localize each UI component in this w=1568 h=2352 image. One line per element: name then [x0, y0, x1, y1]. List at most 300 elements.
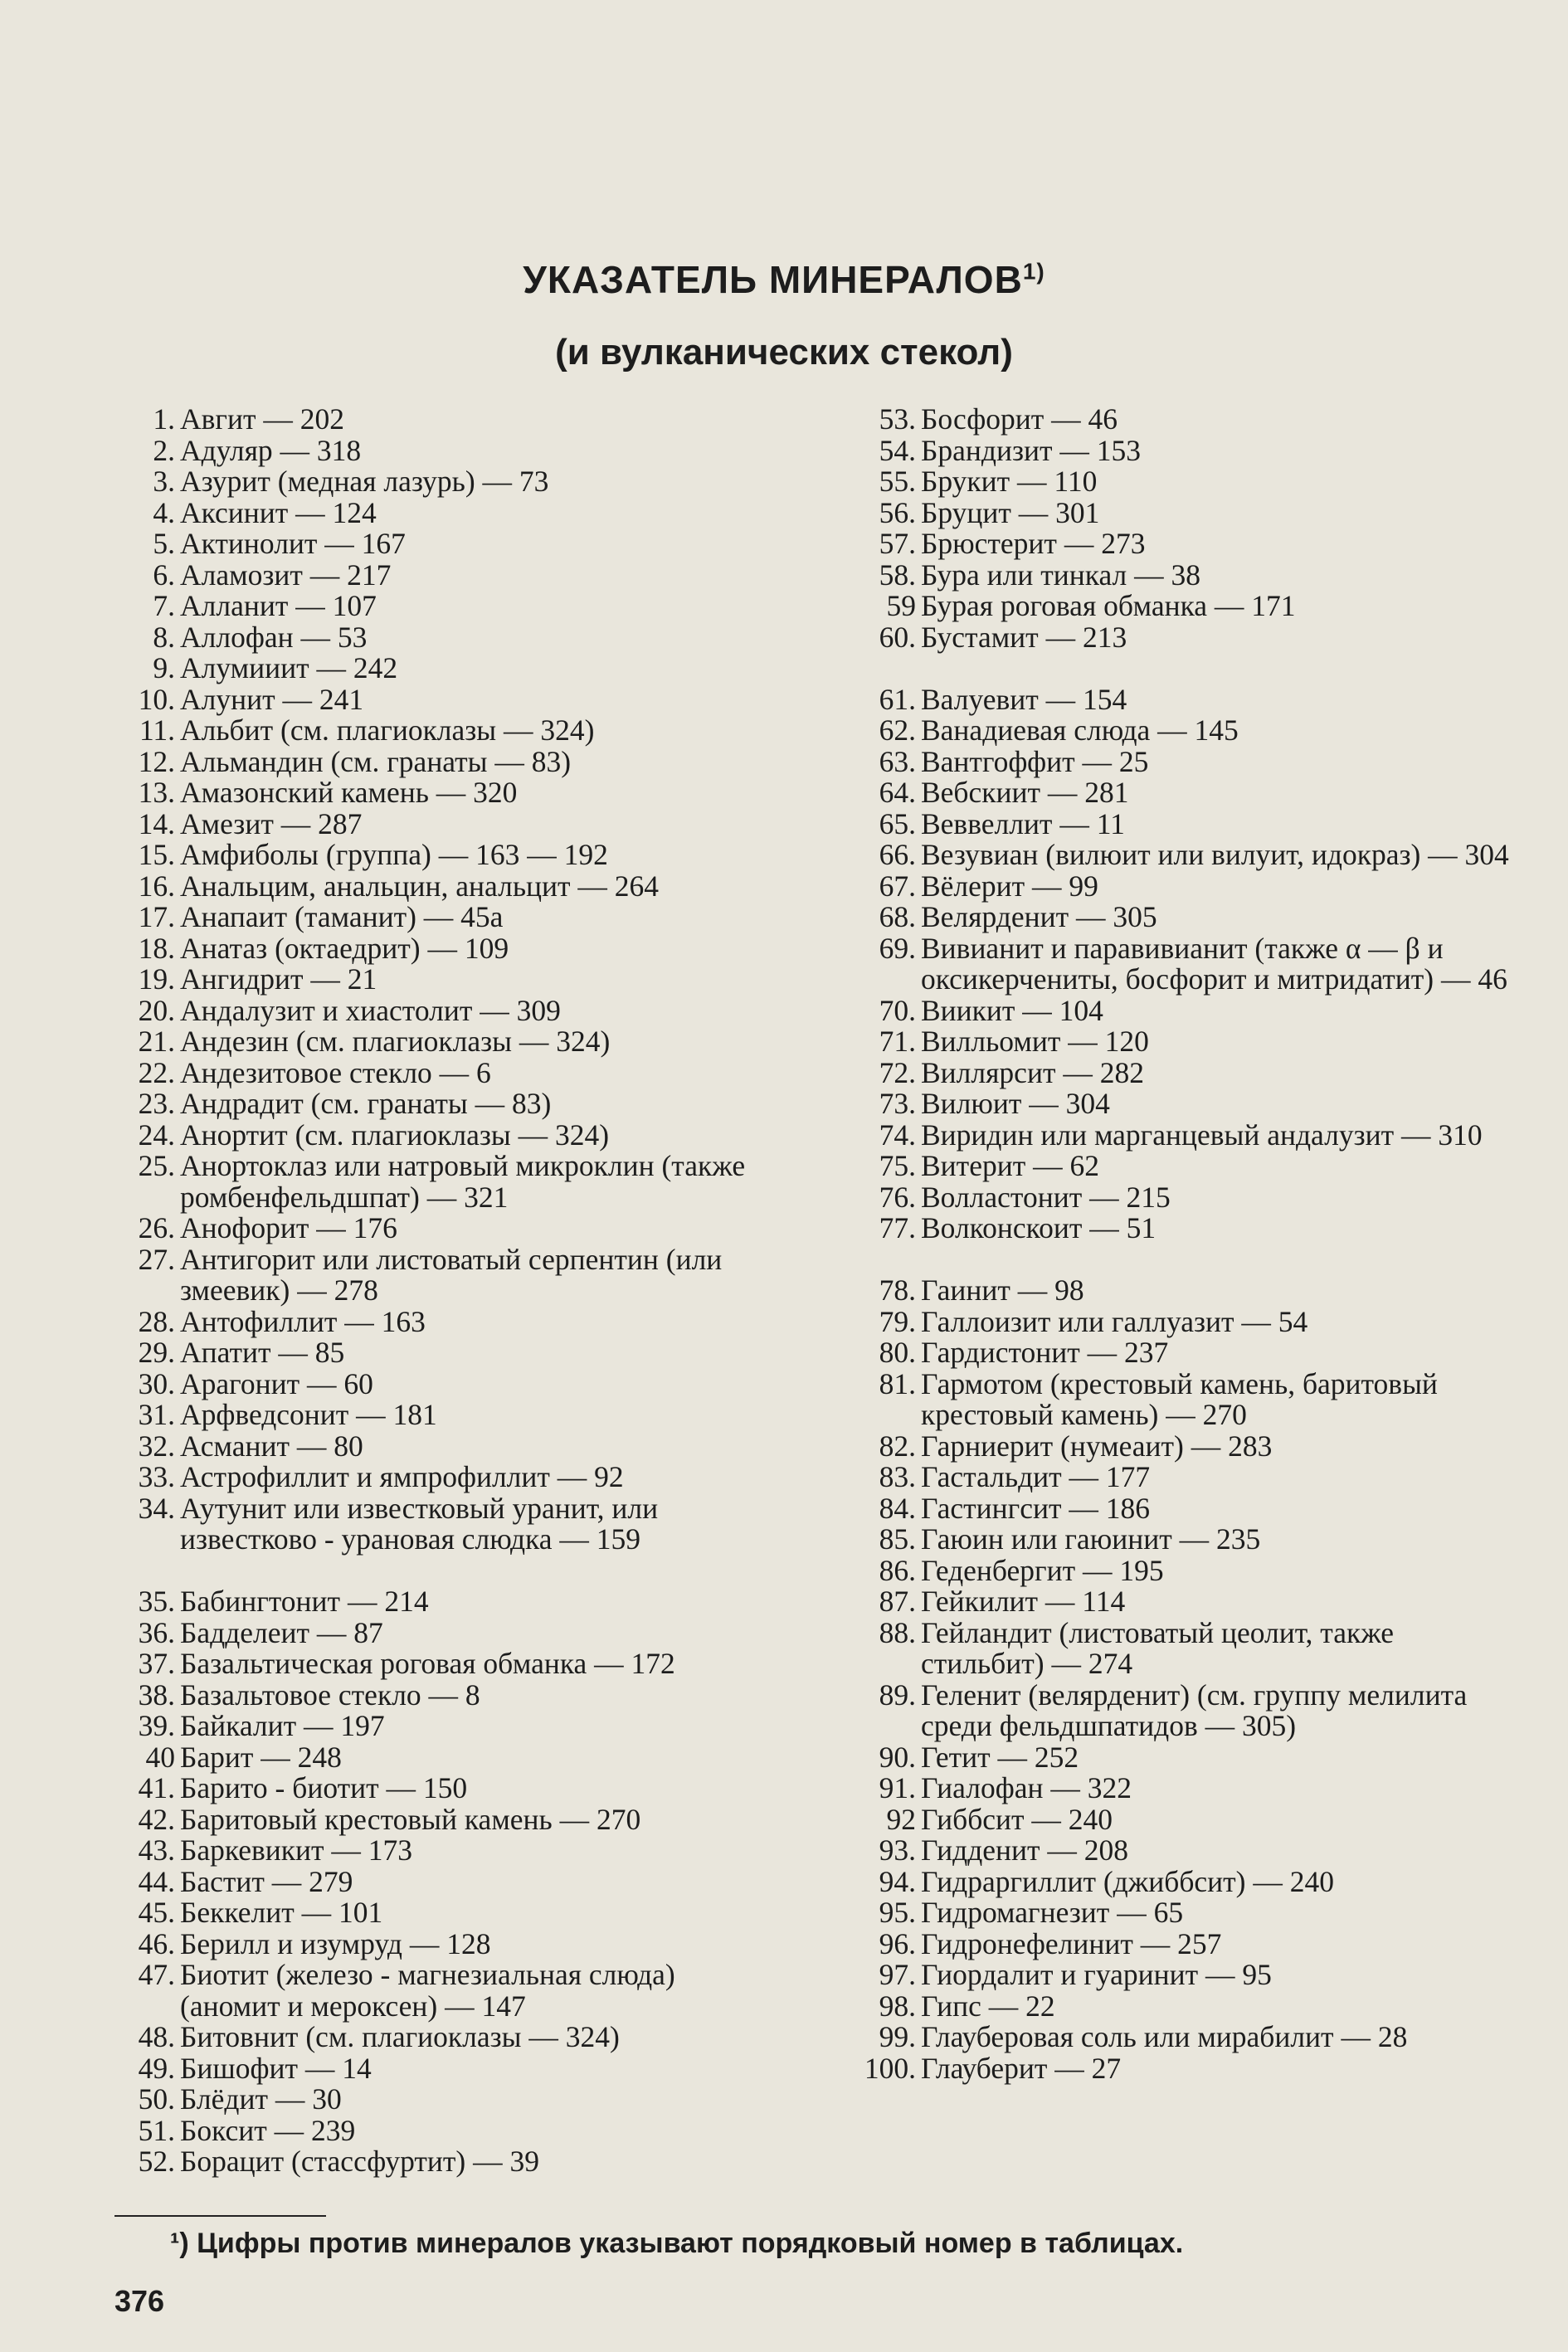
entry-text: Волконскоит — 51 [921, 1211, 1157, 1244]
entry-number: 93. [879, 1833, 916, 1867]
entry-number: 59 [886, 589, 916, 622]
entry-number: 9. [153, 651, 175, 684]
entry-text: Галлоизит или галлуазит — 54 [921, 1304, 1308, 1338]
index-entry [112, 466, 776, 498]
entry-text: Байкалит — 197 [180, 1709, 385, 1742]
entry-number: 88. [879, 1615, 916, 1649]
entry-text: Гарниерит (нумеаит) — 283 [921, 1429, 1273, 1463]
entry-number: 23. [138, 1087, 175, 1120]
entry-text: Гидраргиллит (джиббсит) — 240 [921, 1864, 1334, 1898]
index-entry [112, 902, 776, 933]
entry-text: Гармотом (крестовый камень, баритовый крестовый камень) — 270 [921, 1366, 1438, 1431]
index-entry [846, 715, 1518, 747]
entry-number: 87. [879, 1585, 916, 1618]
entry-text: Базальтическая роговая обманка — 172 [180, 1647, 675, 1680]
index-entry [846, 1151, 1518, 1182]
entry-number: 92 [886, 1802, 916, 1836]
index-entry [846, 744, 1518, 778]
index-entry [846, 1366, 1518, 1431]
index-entry [846, 1680, 1518, 1742]
index-entry [112, 622, 776, 654]
entry-text: Гейландит (листоватый цеолит, также стильбит) — 274 [921, 1615, 1395, 1680]
entry-text: Гипс — 22 [921, 1989, 1055, 2023]
entry-text: Гастальдит — 177 [921, 1460, 1151, 1493]
index-entry [846, 777, 1518, 809]
entry-number: 19. [138, 962, 175, 996]
entry-text: Брандизит — 153 [921, 433, 1141, 467]
entry-number: 76. [879, 1180, 916, 1214]
entry-text: Гиалофан — 322 [921, 1771, 1132, 1804]
entry-number: 25. [138, 1149, 175, 1182]
entry-text: Глауберит — 27 [921, 2051, 1122, 2085]
entry-number: 56. [879, 495, 916, 529]
index-entry [112, 560, 776, 592]
entry-text: Антофиллит — 163 [180, 1304, 426, 1338]
index-entry [112, 591, 776, 622]
entry-number: 77. [879, 1211, 916, 1244]
index-entry [112, 404, 776, 436]
entry-text: Боксит — 239 [180, 2113, 356, 2147]
entry-number: 50. [138, 2082, 175, 2116]
index-entry [846, 684, 1518, 716]
entry-number: 6. [153, 558, 175, 592]
section-gap [112, 1556, 776, 1587]
entry-text: Аксинит — 124 [180, 495, 377, 529]
index-entry [112, 684, 776, 716]
entry-number: 42. [138, 1802, 175, 1836]
index-entry [112, 1586, 776, 1618]
entry-number: 17. [138, 900, 175, 933]
entry-text: Геленит (велярденит) (см. группу мелилита среди фельдшпатидов — 305) [921, 1678, 1468, 1742]
index-entry [112, 1304, 776, 1338]
page-title [0, 257, 1568, 302]
index-entry [112, 744, 776, 778]
entry-text: Виридин или марганцевый андалузит — 310 [921, 1118, 1483, 1152]
entry-number: 44. [138, 1864, 175, 1898]
index-entry [846, 1835, 1518, 1867]
entry-number: 38. [138, 1678, 175, 1712]
entry-number: 66. [879, 838, 916, 871]
entry-text: Геденбергит — 195 [921, 1553, 1164, 1587]
entry-text: Бустамит — 213 [921, 620, 1127, 654]
index-entry [846, 1493, 1518, 1525]
index-entry [846, 902, 1518, 933]
index-entry [112, 1680, 776, 1712]
index-entry [112, 1151, 776, 1213]
entry-number: 8. [153, 620, 175, 654]
index-entry [846, 1864, 1518, 1898]
entry-number: 61. [879, 682, 916, 716]
entry-number: 33. [138, 1460, 175, 1493]
entry-text: Анортоклаз или натровый микроклин (также ромбенфельдшпат) — 321 [180, 1149, 746, 1214]
index-entry [112, 1244, 776, 1307]
index-entry [846, 1213, 1518, 1244]
entry-number: 15. [138, 838, 175, 871]
index-entry [846, 993, 1518, 1027]
entry-text: Бадделеит — 87 [180, 1615, 383, 1649]
entry-text: Босфорит — 46 [921, 402, 1118, 436]
index-entry [112, 777, 776, 809]
entry-number: 58. [879, 558, 916, 592]
index-entry [846, 1088, 1518, 1120]
entry-number: 34. [138, 1491, 175, 1525]
entry-text: Гаюин или гаюинит — 235 [921, 1522, 1261, 1556]
entry-number: 20. [138, 993, 175, 1027]
index-entry [112, 433, 776, 467]
entry-number: 36. [138, 1615, 175, 1649]
index-entry [112, 2146, 776, 2178]
entry-text: Ванадиевая слюда — 145 [921, 713, 1239, 747]
entry-number: 24. [138, 1118, 175, 1152]
index-entry [846, 1055, 1518, 1089]
entry-text: Апатит — 85 [180, 1336, 345, 1369]
entry-text: Барит — 248 [180, 1740, 342, 1774]
title-text: УКАЗАТЕЛЬ МИНЕРАЛОВ [523, 258, 1023, 301]
entry-number: 70. [879, 993, 916, 1027]
index-entry [112, 2113, 776, 2147]
entry-text: Актинолит — 167 [180, 527, 406, 560]
entry-text: Арфведсонит — 181 [180, 1398, 437, 1431]
index-entry [112, 1400, 776, 1431]
index-entry [846, 1615, 1518, 1680]
entry-text: Велярденит — 305 [921, 900, 1157, 933]
index-entry [846, 560, 1518, 592]
entry-number: 2. [153, 433, 175, 467]
entry-text: Алланит — 107 [180, 589, 377, 622]
entry-number: 37. [138, 1647, 175, 1680]
entry-number: 99. [879, 2020, 916, 2053]
entry-text: Гетит — 252 [921, 1740, 1079, 1774]
entry-number: 69. [879, 931, 916, 965]
entry-number: 39. [138, 1709, 175, 1742]
entry-number: 79. [879, 1304, 916, 1338]
index-entry [846, 528, 1518, 560]
entry-text: Арагонит — 60 [180, 1366, 373, 1400]
entry-number: 32. [138, 1429, 175, 1463]
index-entry [846, 1804, 1518, 1836]
index-entry [112, 1088, 776, 1120]
entry-text: Бруцит — 301 [921, 495, 1100, 529]
entry-number: 68. [879, 900, 916, 933]
entry-number: 62. [879, 713, 916, 747]
index-entry [112, 933, 776, 965]
entry-number: 60. [879, 620, 916, 654]
entry-number: 96. [879, 1926, 916, 1960]
entry-text: Гиордалит и гуаринит — 95 [921, 1958, 1272, 1991]
entry-text: Гиббсит — 240 [921, 1802, 1113, 1836]
entry-text: Гардистонит — 237 [921, 1336, 1169, 1369]
index-entry [112, 528, 776, 560]
entry-number: 73. [879, 1087, 916, 1120]
entry-number: 49. [138, 2051, 175, 2085]
entry-number: 12. [138, 744, 175, 778]
index-entry [112, 1337, 776, 1369]
entry-number: 67. [879, 869, 916, 903]
entry-text: Вивианит и паравивианит (также α — β и оксикерчениты, босфорит и митридатит) — 46 [921, 931, 1507, 996]
index-entry [112, 1711, 776, 1742]
entry-number: 55. [879, 465, 916, 498]
entry-text: Амазонский камень — 320 [180, 776, 518, 809]
entry-text: Бура или тинкал — 38 [921, 558, 1200, 592]
entry-number: 22. [138, 1055, 175, 1089]
index-entry [846, 1026, 1518, 1058]
entry-number: 53. [879, 402, 916, 436]
entry-number: 83. [879, 1460, 916, 1493]
entry-number: 94. [879, 1864, 916, 1898]
entry-number: 21. [138, 1025, 175, 1058]
entry-text: Барито - биотит — 150 [180, 1771, 468, 1804]
entry-text: Гастингсит — 186 [921, 1491, 1150, 1525]
entry-text: Вёлерит — 99 [921, 869, 1098, 903]
index-entry [846, 1524, 1518, 1556]
entry-text: Алумииит — 242 [180, 651, 398, 684]
entry-number: 10. [138, 682, 175, 716]
entry-number: 3. [153, 465, 175, 498]
entry-text: Везувиан (вилюит или вилуит, идокраз) — 304 [921, 838, 1509, 871]
title-footnote-mark: 1) [1022, 258, 1045, 285]
entry-number: 7. [153, 589, 175, 622]
index-entry [846, 1960, 1518, 1991]
index-entry [112, 993, 776, 1027]
entry-number: 28. [138, 1304, 175, 1338]
index-entry [112, 2053, 776, 2085]
entry-number: 1. [153, 402, 175, 436]
index-entry [846, 840, 1518, 871]
entry-text: Ангидрит — 21 [180, 962, 377, 996]
entry-text: Аутунит или известковый уранит, или известково - урановая слюдка — 159 [180, 1491, 659, 1556]
entry-text: Андезин (см. плагиоклазы — 324) [180, 1025, 611, 1058]
entry-text: Базальтовое стекло — 8 [180, 1678, 480, 1712]
entry-number: 35. [138, 1585, 175, 1618]
index-entry [112, 1026, 776, 1058]
index-entry [846, 1991, 1518, 2023]
entry-number: 18. [138, 931, 175, 965]
entry-number: 97. [879, 1958, 916, 1991]
entry-text: Гейкилит — 114 [921, 1585, 1126, 1618]
entry-text: Асманит — 80 [180, 1429, 363, 1463]
entry-text: Алунит — 241 [180, 682, 364, 716]
entry-number: 71. [879, 1025, 916, 1058]
entry-text: Анальцим, анальцин, анальцит — 264 [180, 869, 660, 903]
entry-text: Брюстерит — 273 [921, 527, 1146, 560]
index-entry [112, 1835, 776, 1867]
entry-number: 5. [153, 527, 175, 560]
entry-text: Волластонит — 215 [921, 1180, 1171, 1214]
entry-number: 85. [879, 1522, 916, 1556]
index-entry [112, 715, 776, 747]
index-entry [846, 1431, 1518, 1463]
index-entry [846, 1120, 1518, 1152]
entry-text: Баркевикит — 173 [180, 1833, 413, 1867]
index-entry [846, 933, 1518, 996]
index-entry [112, 1648, 776, 1680]
index-entry [112, 1804, 776, 1836]
entry-number: 86. [879, 1553, 916, 1587]
entry-text: Вилюит — 304 [921, 1087, 1110, 1120]
index-entry [112, 1462, 776, 1493]
index-entry [112, 1926, 776, 1960]
entry-text: Вантгоффит — 25 [921, 744, 1149, 778]
entry-number: 90. [879, 1740, 916, 1774]
entry-number: 41. [138, 1771, 175, 1804]
entry-number: 11. [139, 713, 175, 747]
footnote-divider [114, 2215, 326, 2217]
entry-text: Гидденит — 208 [921, 1833, 1129, 1867]
entry-number: 95. [879, 1896, 916, 1929]
footnote: ¹) Цифры против минералов указывают порядковый номер в таблицах. [170, 2228, 1184, 2259]
index-entry [846, 404, 1518, 436]
entry-text: Бабингтонит — 214 [180, 1585, 429, 1618]
entry-text: Берилл и изумруд — 128 [180, 1926, 491, 1960]
entry-number: 98. [879, 1989, 916, 2023]
index-entry [846, 1337, 1518, 1369]
right-column [846, 404, 1518, 2084]
entry-text: Вилльомит — 120 [921, 1025, 1149, 1058]
entry-text: Анофорит — 176 [180, 1211, 397, 1244]
entry-number: 13. [138, 776, 175, 809]
entry-text: Амезит — 287 [180, 806, 363, 840]
section-gap [846, 653, 1518, 684]
index-entry [112, 1431, 776, 1463]
entry-number: 43. [138, 1833, 175, 1867]
index-entry [846, 466, 1518, 498]
index-entry [112, 871, 776, 903]
entry-number: 91. [879, 1771, 916, 1804]
section-gap [846, 1244, 1518, 1276]
entry-number: 30. [138, 1366, 175, 1400]
entry-number: 84. [879, 1491, 916, 1525]
entry-text: Бишофит — 14 [180, 2051, 372, 2085]
entry-text: Беккелит — 101 [180, 1896, 383, 1929]
page-subtitle: (и вулканических стекол) [555, 332, 1013, 373]
index-entry [112, 1493, 776, 1556]
index-entry [846, 1304, 1518, 1338]
entry-text: Анатаз (октаедрит) — 109 [180, 931, 509, 965]
entry-number: 74. [879, 1118, 916, 1152]
entry-text: Аламозит — 217 [180, 558, 392, 592]
index-entry [846, 1897, 1518, 1929]
entry-number: 54. [879, 433, 916, 467]
entry-text: Биотит (железо - магнезиальная слюда) (аномит и мероксен) — 147 [180, 1958, 675, 2023]
entry-text: Альмандин (см. гранаты — 83) [180, 744, 572, 778]
entry-number: 82. [879, 1429, 916, 1463]
index-entry [846, 806, 1518, 840]
index-entry [846, 1275, 1518, 1307]
entry-number: 46. [138, 1926, 175, 1960]
index-entry [112, 806, 776, 840]
entry-number: 65. [879, 806, 916, 840]
entry-text: Гидромагнезит — 65 [921, 1896, 1184, 1929]
entry-number: 75. [879, 1149, 916, 1182]
index-entry [112, 1055, 776, 1089]
entry-text: Андезитовое стекло — 6 [180, 1055, 491, 1089]
page-number: 376 [114, 2284, 165, 2318]
index-entry [846, 591, 1518, 622]
index-entry [112, 495, 776, 529]
index-entry [112, 1742, 776, 1774]
index-entry [846, 1742, 1518, 1774]
entry-text: Баритовый крестовый камень — 270 [180, 1802, 641, 1836]
entry-number: 14. [138, 806, 175, 840]
entry-text: Виллярсит — 282 [921, 1055, 1144, 1089]
entry-text: Гидронефелинит — 257 [921, 1926, 1222, 1960]
entry-number: 57. [879, 527, 916, 560]
index-entry [112, 2022, 776, 2053]
entry-text: Андрадит (см. гранаты — 83) [180, 1087, 552, 1120]
entry-text: Азурит (медная лазурь) — 73 [180, 465, 549, 498]
index-entry [112, 653, 776, 684]
entry-number: 45. [138, 1896, 175, 1929]
index-entry [112, 2084, 776, 2116]
entry-text: Авгит — 202 [180, 402, 344, 436]
entry-number: 26. [138, 1211, 175, 1244]
index-entry [112, 1213, 776, 1244]
entry-text: Альбит (см. плагиоклазы — 324) [180, 713, 595, 747]
index-entry [846, 1553, 1518, 1587]
entry-text: Антигорит или листоватый серпентин (или змеевик) — 278 [180, 1242, 723, 1307]
entry-text: Аллофан — 53 [180, 620, 368, 654]
index-entry [846, 622, 1518, 654]
entry-text: Бастит — 279 [180, 1864, 353, 1898]
index-entry [112, 1120, 776, 1152]
entry-number: 52. [138, 2145, 175, 2178]
entry-number: 47. [138, 1958, 175, 1991]
index-entry [846, 1182, 1518, 1214]
entry-number: 63. [879, 744, 916, 778]
entry-number: 64. [879, 776, 916, 809]
entry-text: Андалузит и хиастолит — 309 [180, 993, 561, 1027]
entry-number: 16. [138, 869, 175, 903]
entry-number: 72. [879, 1055, 916, 1089]
entry-number: 89. [879, 1678, 916, 1712]
entry-text: Гаинит — 98 [921, 1273, 1084, 1307]
entry-number: 100. [864, 2051, 916, 2085]
entry-text: Амфиболы (группа) — 163 — 192 [180, 838, 608, 871]
entry-text: Анортит (см. плагиоклазы — 324) [180, 1118, 610, 1152]
entry-text: Битовнит (см. плагиоклазы — 324) [180, 2020, 620, 2053]
entry-number: 4. [153, 495, 175, 529]
entry-number: 27. [138, 1242, 175, 1276]
entry-number: 40 [145, 1740, 175, 1774]
index-entry [112, 1960, 776, 2022]
entry-text: Виикит — 104 [921, 993, 1103, 1027]
entry-text: Валуевит — 154 [921, 682, 1127, 716]
index-entry [112, 1864, 776, 1898]
index-entry [112, 1773, 776, 1804]
entry-text: Борацит (стассфуртит) — 39 [180, 2145, 540, 2178]
entry-number: 29. [138, 1336, 175, 1369]
index-entry [112, 840, 776, 871]
index-entry [846, 1462, 1518, 1493]
entry-number: 31. [138, 1398, 175, 1431]
index-entry [846, 871, 1518, 903]
entry-text: Анапаит (таманит) — 45а [180, 900, 504, 933]
entry-text: Витерит — 62 [921, 1149, 1099, 1182]
entry-text: Веввеллит — 11 [921, 806, 1125, 840]
index-entry [112, 1366, 776, 1400]
entry-text: Вебскиит — 281 [921, 776, 1129, 809]
entry-text: Брукит — 110 [921, 465, 1098, 498]
entry-text: Бурая роговая обманка — 171 [921, 589, 1296, 622]
entry-number: 48. [138, 2020, 175, 2053]
index-entry [112, 1897, 776, 1929]
index-entry [846, 2022, 1518, 2053]
entry-number: 78. [879, 1273, 916, 1307]
entry-number: 51. [138, 2113, 175, 2147]
entry-text: Глауберовая соль или мирабилит — 28 [921, 2020, 1408, 2053]
entry-text: Астрофиллит и ямпрофиллит — 92 [180, 1460, 624, 1493]
left-column [112, 404, 776, 2178]
